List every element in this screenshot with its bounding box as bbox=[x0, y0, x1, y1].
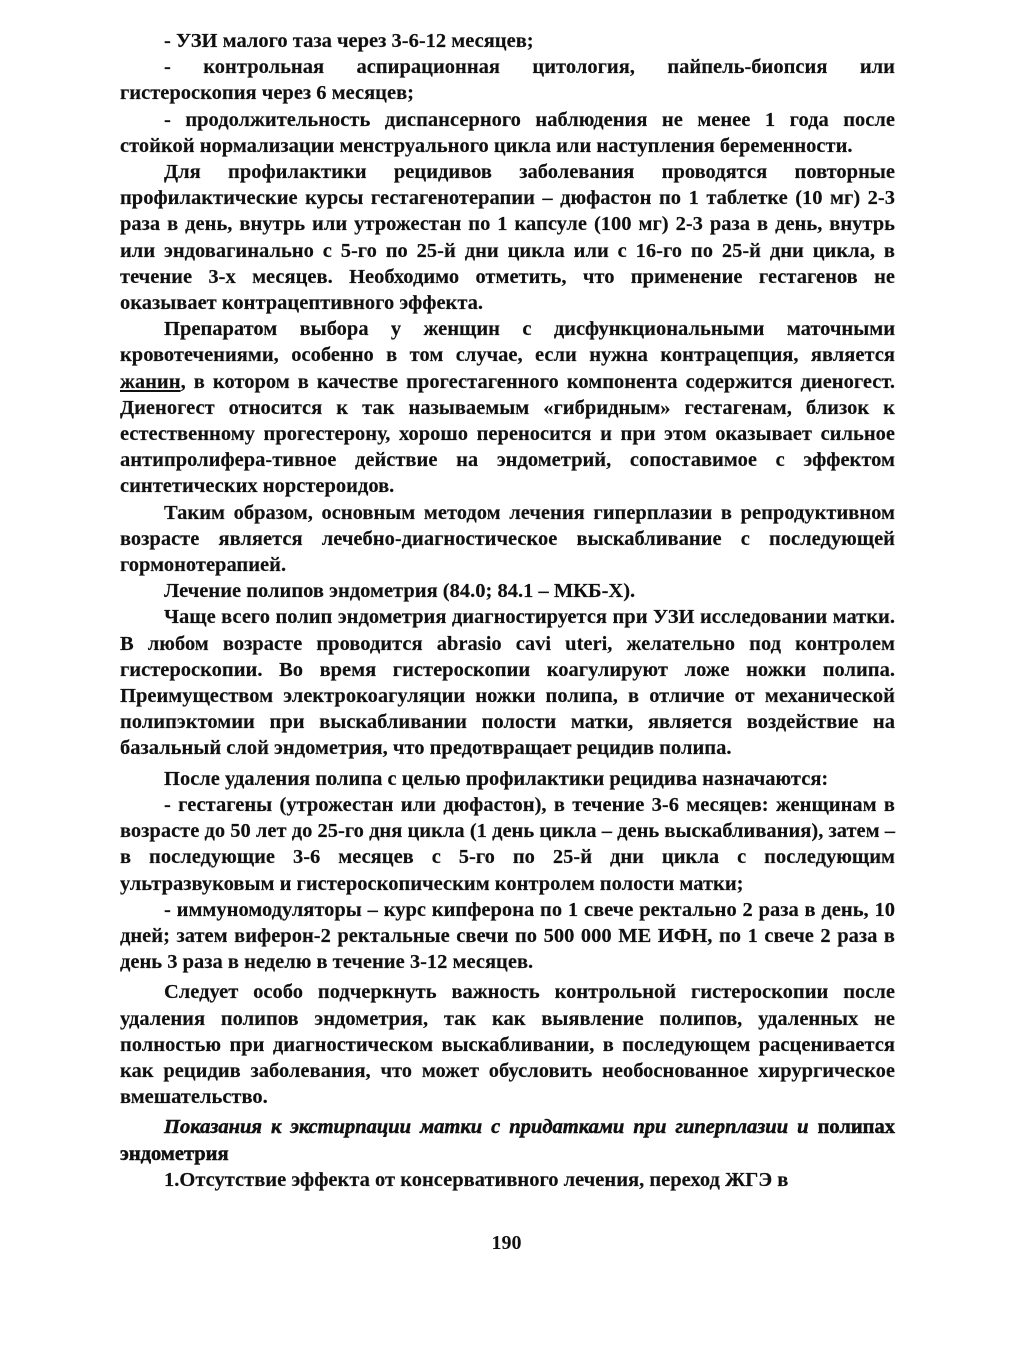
section-heading-rest: полипах эндометрия bbox=[120, 1116, 895, 1165]
paragraph-prophylaxis: Для профилактики рецидивов заболевания проводятся повторные профилактические курсы гестагенотерапии – дюфастон по 1 таблетке (10 мг) 2-3 раза в день, внутрь или утрожестан по 1 капсуле (100 мг) 2-3 раза в день, внутрь или эндовагинально с 5-го по 25-й дни цикла или с 16-го по 25-й дни цикла, в течение 3-х месяцев. Необходимо отметить, что применение гестагенов не оказывает контрацептивного эффекта. bbox=[120, 161, 895, 315]
drug-choice-text-end: , в котором в качестве прогестагенного компонента содержится диеногест. Диеногест относится к так называемым «гибридным» гестагенам, близок к естественному прогестерону, хорошо переносится и при этом оказывает сильное антипролифера-тивное действие на эндометрий, сопоставимое с эффектом синтетических норстероидов. bbox=[120, 370, 895, 498]
paragraph-ultrasound: - УЗИ малого таза через 3-6-12 месяцев; bbox=[164, 30, 534, 52]
section-heading bbox=[120, 1114, 895, 1166]
paragraph-after-removal: После удаления полипа с целью профилактики рецидива назначаются: bbox=[164, 767, 829, 790]
drug-choice-text-start: Препаратом выбора у женщин с дисфункциональными маточными кровотечениями, особенно в том случае, если нужна контрацепция, является bbox=[120, 318, 895, 367]
paragraph-cytology: - контрольная аспирационная цитология, пайпель-биопсия или гистероскопия через 6 месяцев; bbox=[120, 56, 895, 105]
paragraph-polyp-treatment-title: Лечение полипов эндометрия (84.0; 84.1 – МКБ-Х). bbox=[164, 580, 636, 603]
paragraph-immunomodulators: - иммуномодуляторы – курс кипферона по 1 свече ректально 2 раза в день, 10 дней; затем виферон-2 ректальные свечи по 500 000 МЕ ИФН, по 1 свече 2 раза в день 3 раза в неделю в течение 3-12 месяцев. bbox=[120, 898, 895, 974]
paragraph-indication-1: 1.Отсутствие эффекта от консервативного лечения, переход ЖГЭ в bbox=[164, 1168, 789, 1191]
paragraph-control-hysteroscopy: Следует особо подчеркнуть важность контрольной гистероскопии после удаления полипов эндометрия, так как выявление полипов, удаленных не полностью при диагностическом выскабливании, в последующем расценивается как рецидив заболевания, что может обусловить необоснованное хирургическое вмешательство. bbox=[120, 981, 895, 1109]
paragraph-observation: - продолжительность диспансерного наблюдения не менее 1 года после стойкой нормализации менструального цикла или наступления беременности. bbox=[120, 108, 895, 157]
page-number: 190 bbox=[491, 1232, 522, 1254]
paragraph-polyp-diagnosis: Чаще всего полип эндометрия диагностируется при УЗИ исследовании матки. В любом возрасте проводится abrasio cavi uteri, желательно под контролем гистероскопии. Во время гистероскопии коагулируют ложе ножки полипа. Преимуществом электрокоагуляции ножки полипа, в отличие от механической полипэктомии при выскабливании полости матки, является воздействие на базальный слой эндометрия, что предотвращает рецидив полипа. bbox=[120, 606, 895, 760]
paragraph-gestagens: - гестагены (утрожестан или дюфастон), в течение 3-6 месяцев: женщинам в возрасте до 50 лет до 25-го дня цикла (1 день цикла – день выскабливания), затем – в последующие 3-6 месяцев с 5-го по 25-й дни цикла с последующим ультразвуковым и гистероскопическим контролем полости матки; bbox=[120, 793, 895, 895]
drug-name-underlined: жанин bbox=[120, 370, 181, 393]
paragraph-conclusion: Таким образом, основным методом лечения гиперплазии в репродуктивном возрасте является лечебно-диагностическое выскабливание с последующей гормонотерапией. bbox=[120, 501, 895, 577]
section-heading-italic: Показания к экстирпации матки с придатками при гиперплазии и bbox=[164, 1116, 809, 1139]
paragraph-drug-choice bbox=[120, 316, 895, 499]
document-page bbox=[120, 28, 895, 1193]
